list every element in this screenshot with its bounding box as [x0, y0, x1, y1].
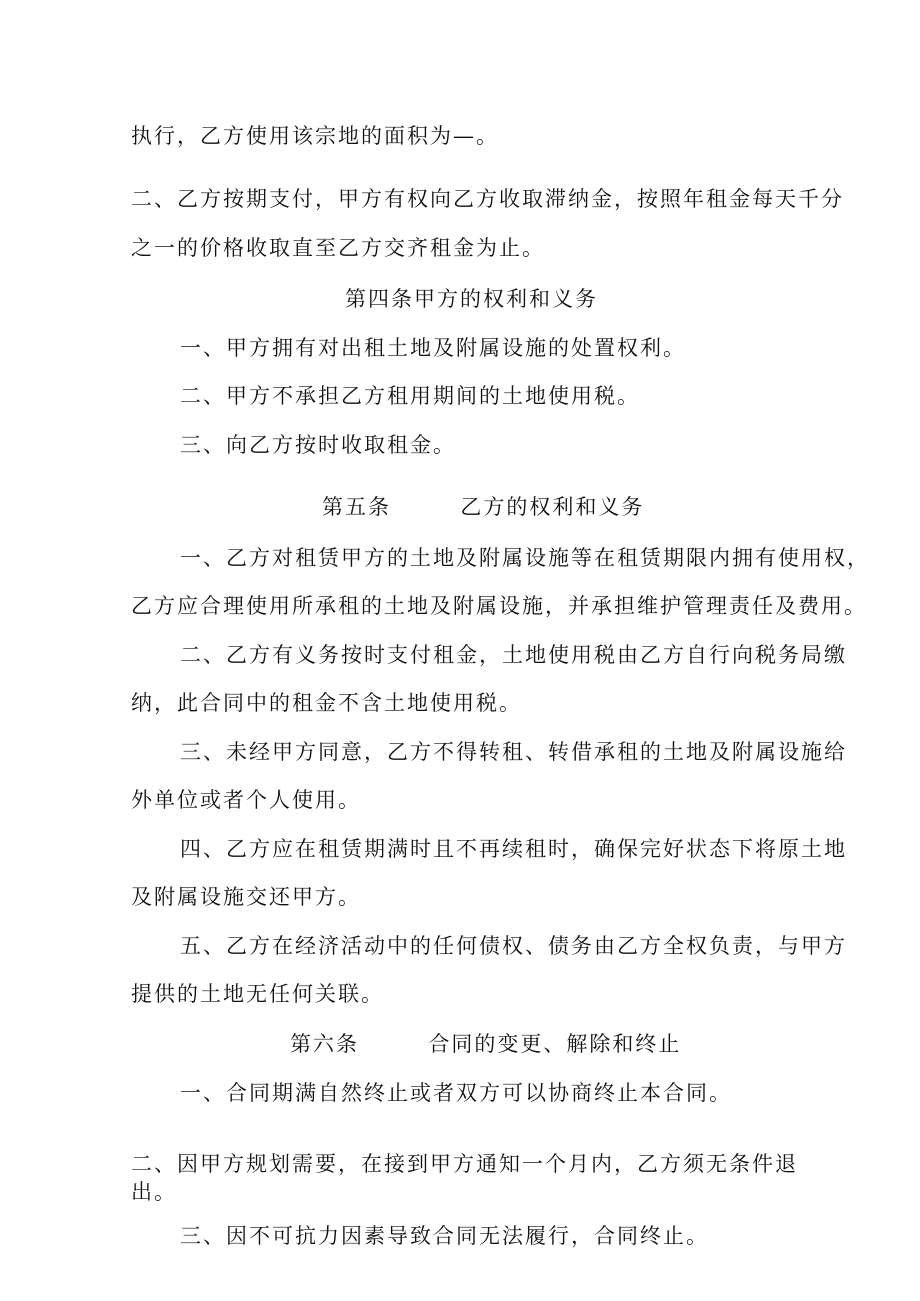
paragraph-line: 四、乙方应在租赁期满时且不再续租时，确保完好状态下将原土地 [180, 837, 847, 861]
paragraph-line: 一、乙方对租赁甲方的土地及附属设施等在租赁期限内拥有使用权， [180, 546, 870, 570]
paragraph-line: 一、合同期满自然终止或者双方可以协商终止本合同。 [180, 1081, 732, 1105]
paragraph-line: 之一的价格收取直至乙方交齐租金为止。 [131, 236, 545, 260]
section-heading: 第五条 乙方的权利和义务 [322, 495, 645, 519]
section-heading: 第六条 合同的变更、解除和终止 [290, 1032, 682, 1056]
paragraph-line: 及附属设施交还甲方。 [131, 885, 361, 909]
paragraph-line: 提供的土地无任何关联。 [131, 982, 384, 1006]
paragraph-line: 二、乙方有义务按时支付租金，土地使用税由乙方自行向税务局缴 [180, 643, 847, 667]
section-heading: 第四条甲方的权利和义务 [345, 287, 598, 311]
paragraph-line: 三、向乙方按时收取租金。 [180, 433, 456, 457]
paragraph-line: 二、因甲方规划需要，在接到甲方通知一个月内，乙方须无条件退 [131, 1152, 798, 1176]
paragraph-line: 二、乙方按期支付，甲方有权向乙方收取滞纳金，按照年租金每天千分 [131, 187, 844, 211]
paragraph-line: 外单位或者个人使用。 [131, 788, 361, 812]
paragraph-line: 一、甲方拥有对出租土地及附属设施的处置权利。 [180, 336, 686, 360]
paragraph-line: 三、因不可抗力因素导致合同无法履行，合同终止。 [180, 1224, 709, 1248]
paragraph-line: 二、甲方不承担乙方租用期间的土地使用税。 [180, 384, 640, 408]
paragraph-line: 五、乙方在经济活动中的任何债权、债务由乙方全权负责，与甲方 [180, 934, 847, 958]
paragraph-line: 三、未经甲方同意，乙方不得转租、转借承租的土地及附属设施给 [180, 740, 847, 764]
paragraph-line: 出。 [131, 1180, 177, 1204]
paragraph-line: 纳，此合同中的租金不含土地使用税。 [131, 691, 522, 715]
paragraph-line: 乙方应合理使用所承租的土地及附属设施，并承担维护管理责任及费用。 [131, 594, 867, 618]
paragraph-line: 执行，乙方使用该宗地的面积为—。 [131, 124, 499, 148]
